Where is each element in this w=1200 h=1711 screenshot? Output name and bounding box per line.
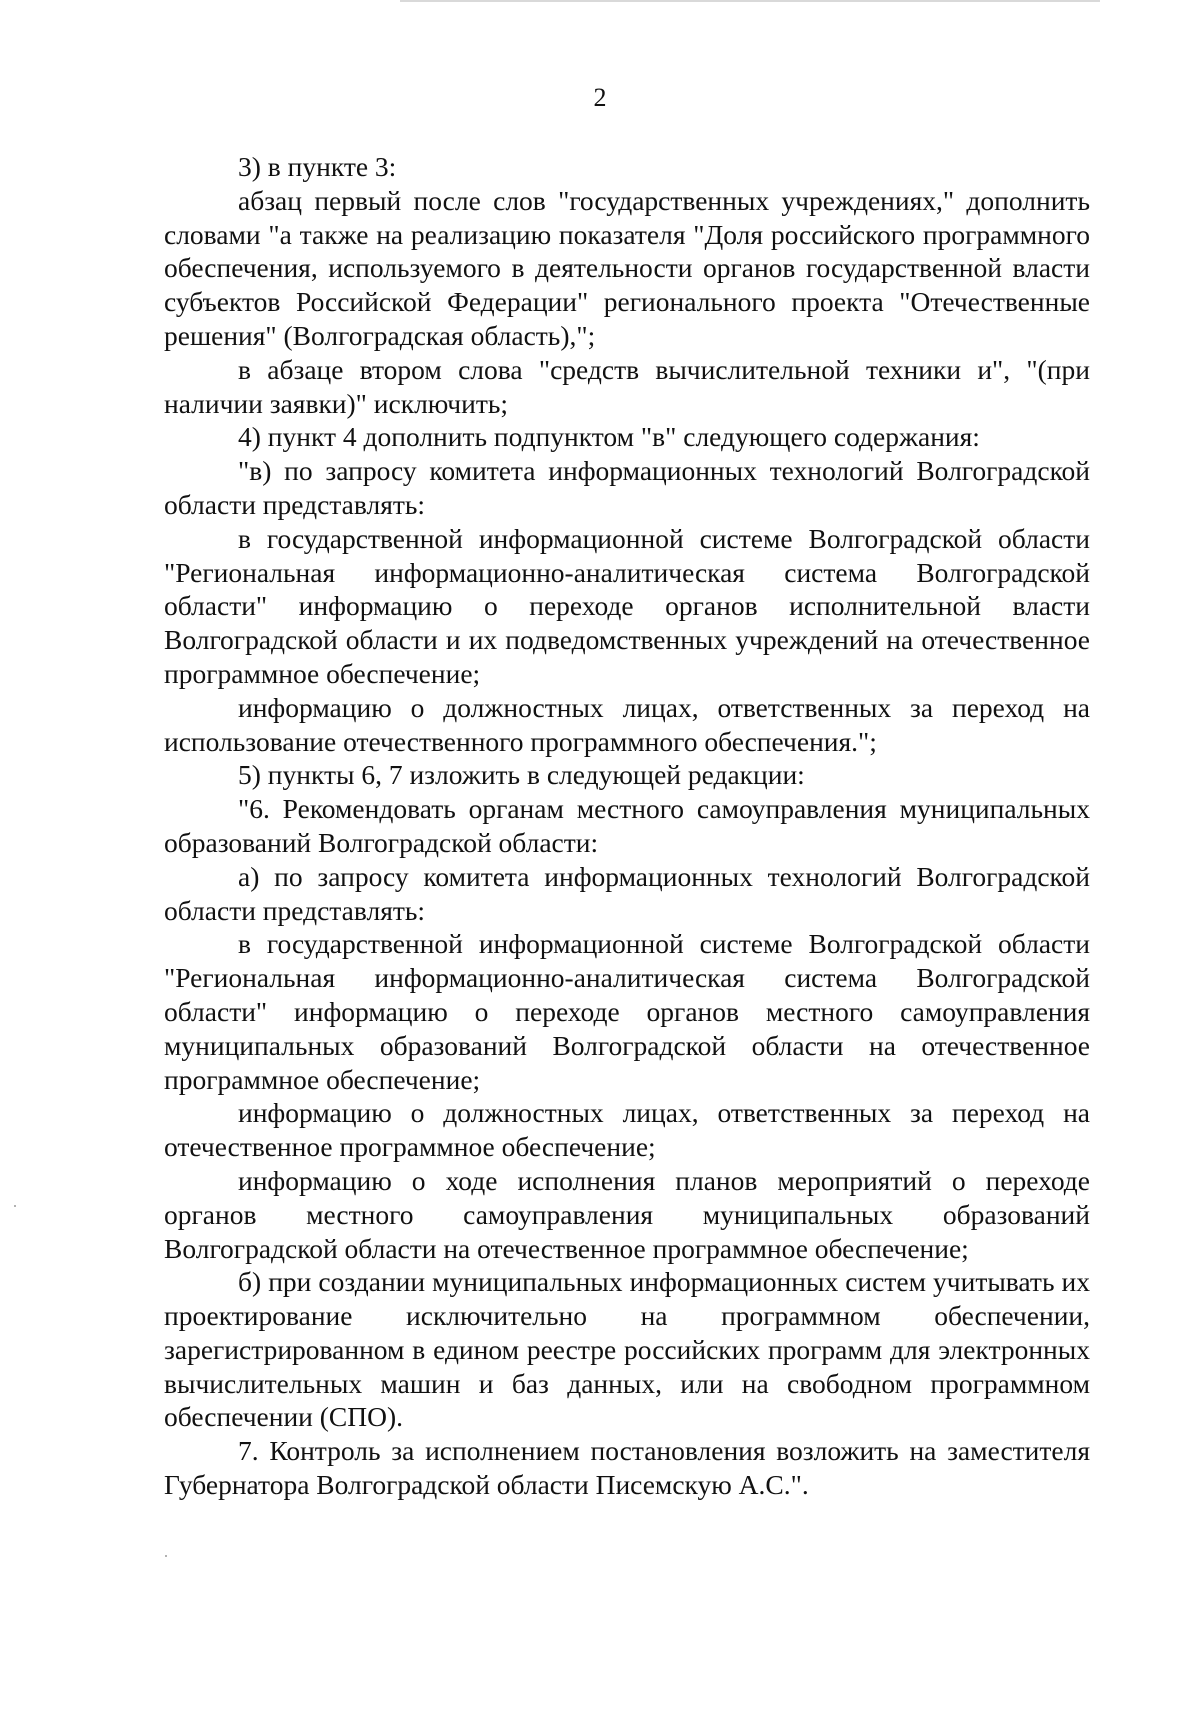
paragraph: в государственной информационной системе Волгоградской области "Региональная информационно-аналитическая система Волгоградской области" информацию о переходе органов исполнительной власти Волгоградской области и их подведомственных учреждений на отечественное программное обеспечение; bbox=[164, 522, 1090, 689]
paragraph: информацию о ходе исполнения планов мероприятий о переходе органов местного самоуправления муниципальных образований Волгоградской области на отечественное программное обеспечение; bbox=[164, 1164, 1090, 1264]
paragraph: в государственной информационной системе Волгоградской области "Региональная информационно-аналитическая система Волгоградской области" информацию о переходе органов местного самоуправления муниципальных образований Волгоградской области на отечественное программное обеспечение; bbox=[164, 928, 1090, 1095]
paragraph: в абзаце втором слова "средств вычислительной техники и", "(при наличии заявки)" исключить; bbox=[164, 353, 1090, 419]
paragraph: абзац первый после слов "государственных учреждениях," дополнить словами "а также на реализацию показателя "Доля российского программного обеспечения, используемого в деятельности органов государственной власти субъектов Российской Федерации" регионального проекта "Отечественные решения" (Волгоградская область),"; bbox=[164, 184, 1090, 351]
paragraph: "6. Рекомендовать органам местного самоуправления муниципальных образований Волгоградской области: bbox=[164, 793, 1090, 858]
paragraph: "в) по запросу комитета информационных технологий Волгоградской области представлять: bbox=[164, 455, 1090, 520]
page-number: 2 bbox=[593, 83, 607, 112]
paragraph: информацию о должностных лицах, ответственных за переход на использование отечественного программного обеспечения."; bbox=[164, 691, 1090, 757]
paragraph: а) по запросу комитета информационных технологий Волгоградской области представлять: bbox=[164, 860, 1090, 926]
scan-edge bbox=[400, 0, 1100, 2]
paragraph: 3) в пункте 3: bbox=[238, 151, 397, 182]
paragraph: б) при создании муниципальных информационных систем учитывать их проектирование исключительно на программном обеспечении, зарегистрированном в едином реестре российских программ для электронных вычислительных машин и баз данных, или на свободном программном обеспечении (СПО). bbox=[164, 1266, 1090, 1433]
paragraph: информацию о должностных лицах, ответственных за переход на отечественное программное обеспечение; bbox=[164, 1097, 1090, 1163]
scan-speck bbox=[165, 1555, 167, 1557]
document-body bbox=[164, 150, 1090, 1502]
paragraph: 5) пункты 6, 7 изложить в следующей редакции: bbox=[238, 759, 805, 791]
paragraph: 4) пункт 4 дополнить подпунктом "в" следующего содержания: bbox=[238, 421, 980, 453]
paragraph: 7. Контроль за исполнением постановления возложить на заместителя Губернатора Волгоградской области Писемскую А.С.". bbox=[164, 1435, 1090, 1501]
scan-speck bbox=[14, 1205, 16, 1207]
